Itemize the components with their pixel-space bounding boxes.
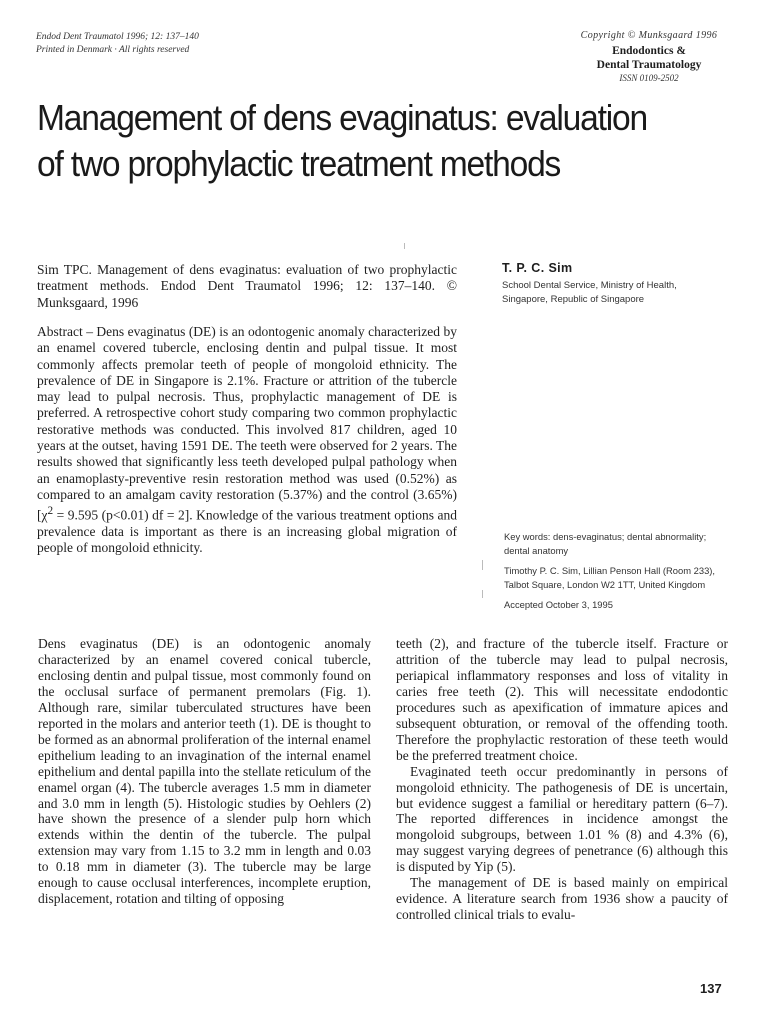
journal-masthead <box>560 30 738 83</box>
abstract <box>37 324 457 557</box>
scan-artifact <box>404 243 405 249</box>
body-paragraph: Evaginated teeth occur predominantly in persons of mongoloid ethnicity. The pathogenesis of DE is uncertain, but evidence suggest a familial or hereditary pattern (6–7). The reported differences in incidence amongst the mongoloid subgroups, between 1.01 % (8) and 4.3% (6), may suggest varying degrees of penetrance (6) although this is disputed by Yip (5). <box>396 763 728 875</box>
article-metadata <box>504 530 754 612</box>
scan-artifact <box>482 590 483 598</box>
address-line-2: Talbot Square, London W2 1TT, United Kingdom <box>504 579 706 590</box>
chi-square-superscript: 2 <box>47 505 54 518</box>
copyright-line: Copyright © Munksgaard 1996 <box>580 30 718 41</box>
journal-name-line-2: Dental Traumatology <box>596 59 702 71</box>
title-line-1: Management of dens evaginatus: evaluation <box>37 97 647 138</box>
body-paragraph: The management of DE is based mainly on empirical evidence. A literature search from 1936 show a paucity of controlled clinical trials to evalu- <box>396 875 728 923</box>
address-line-1: Timothy P. C. Sim, Lillian Penson Hall (Room 233), <box>504 565 716 576</box>
affiliation-line-2: Singapore, Republic of Singapore <box>502 293 645 305</box>
body-paragraph: teeth (2), and fracture of the tubercle itself. Fracture or attrition of the tubercle may lead to pulpal necrosis, periapical inflammatory responses and loss of vitality in caries free teeth (2). This will necessitate endodontic procedures such as apexification of immature apices and subsequent obturation, or removal of the offending tooth. Therefore the prophylactic restoration of these teeth would be the preferred treatment choice. <box>396 636 728 763</box>
abstract-text-2: = 9.595 (p<0.01) df = 2]. Knowledge of the various treatment options and prevalence data is important as there is an increasing global migration of people of mongoloid ethnicity. <box>37 507 457 556</box>
accepted-date: Accepted October 3, 1995 <box>504 599 613 610</box>
page-number: 137 <box>700 981 722 996</box>
author-affiliation <box>502 279 677 306</box>
keywords-line-2: dental anatomy <box>504 545 569 556</box>
title-line-2: of two prophylactic treatment methods <box>37 143 561 184</box>
journal-reference: Endod Dent Traumatol 1996; 12: 137–140 <box>36 32 199 42</box>
abstract-text-1: Abstract – Dens evaginatus (DE) is an odontogenic anomaly characterized by an enamel covered tubercle, enclosing dentin and pulpal tissue. It most commonly affects premolar teeth of people of mongoloid ethnicity. The prevalence of DE in Singapore is 2.1%. Fracture or attrition of the tubercle may lead to pulpal necrosis. Thus, prophylactic management of DE is preferred. A retrospective cohort study comparing two common prophylactic restorative methods was conducted. This involved 817 children, aged 10 years at the outset, having 1591 DE. The teeth were observed for 2 years. The results showed that significantly less teeth developed pulpal pathology when an enamoplasty-preventive resin restoration method was used (0.52%) as compared to an amalgam cavity restoration (5.37%) and the control (3.65%) [χ <box>37 324 457 523</box>
journal-name-line-1: Endodontics & <box>612 45 686 57</box>
journal-citation-header <box>36 31 199 56</box>
body-column-right <box>396 636 728 923</box>
author-name: T. P. C. Sim <box>502 261 573 275</box>
issn: ISSN 0109-2502 <box>619 73 679 83</box>
body-column-left: Dens evaginatus (DE) is an odontogenic anomaly characterized by an enamel covered conical tubercle, enclosing dentin and pulpal tissue, most commonly found on the occlusal surface of permanent premolars (Fig. 1). Although rare, similar tuberculated structures have been reported in the molars and anterior teeth (1). DE is thought to be formed as an abnormal proliferation of the internal enamel epithelium leading to an invagination of the internal enamel epithelium and dental papilla into the stellate reticulum of the enamel organ (4). The tubercle averages 1.5 mm in diameter and 3.0 mm in length (5). Histologic studies by Oehlers (2) have shown the presence of a slender pulp horn which extends within the dentin of the tubercle. The pulpal extension may vary from 1.15 to 3.2 mm in length and 0.03 to 0.18 mm in diameter (3). The tubercle may be large enough to cause occlusal interferences, incomplete eruption, displacement, rotation and tilting of opposing <box>38 636 371 907</box>
print-note: Printed in Denmark · All rights reserved <box>36 44 190 55</box>
article-citation: Sim TPC. Management of dens evaginatus: evaluation of two prophylactic treatment methods. Endod Dent Traumatol 1996; 12: 137–140. © Munksgaard, 1996 <box>37 262 457 310</box>
article-title <box>37 95 681 187</box>
keywords-line-1: Key words: dens-evaginatus; dental abnormality; <box>504 531 707 542</box>
affiliation-line-1: School Dental Service, Ministry of Health, <box>502 280 677 291</box>
scan-artifact <box>482 560 483 570</box>
journal-name <box>560 44 738 72</box>
